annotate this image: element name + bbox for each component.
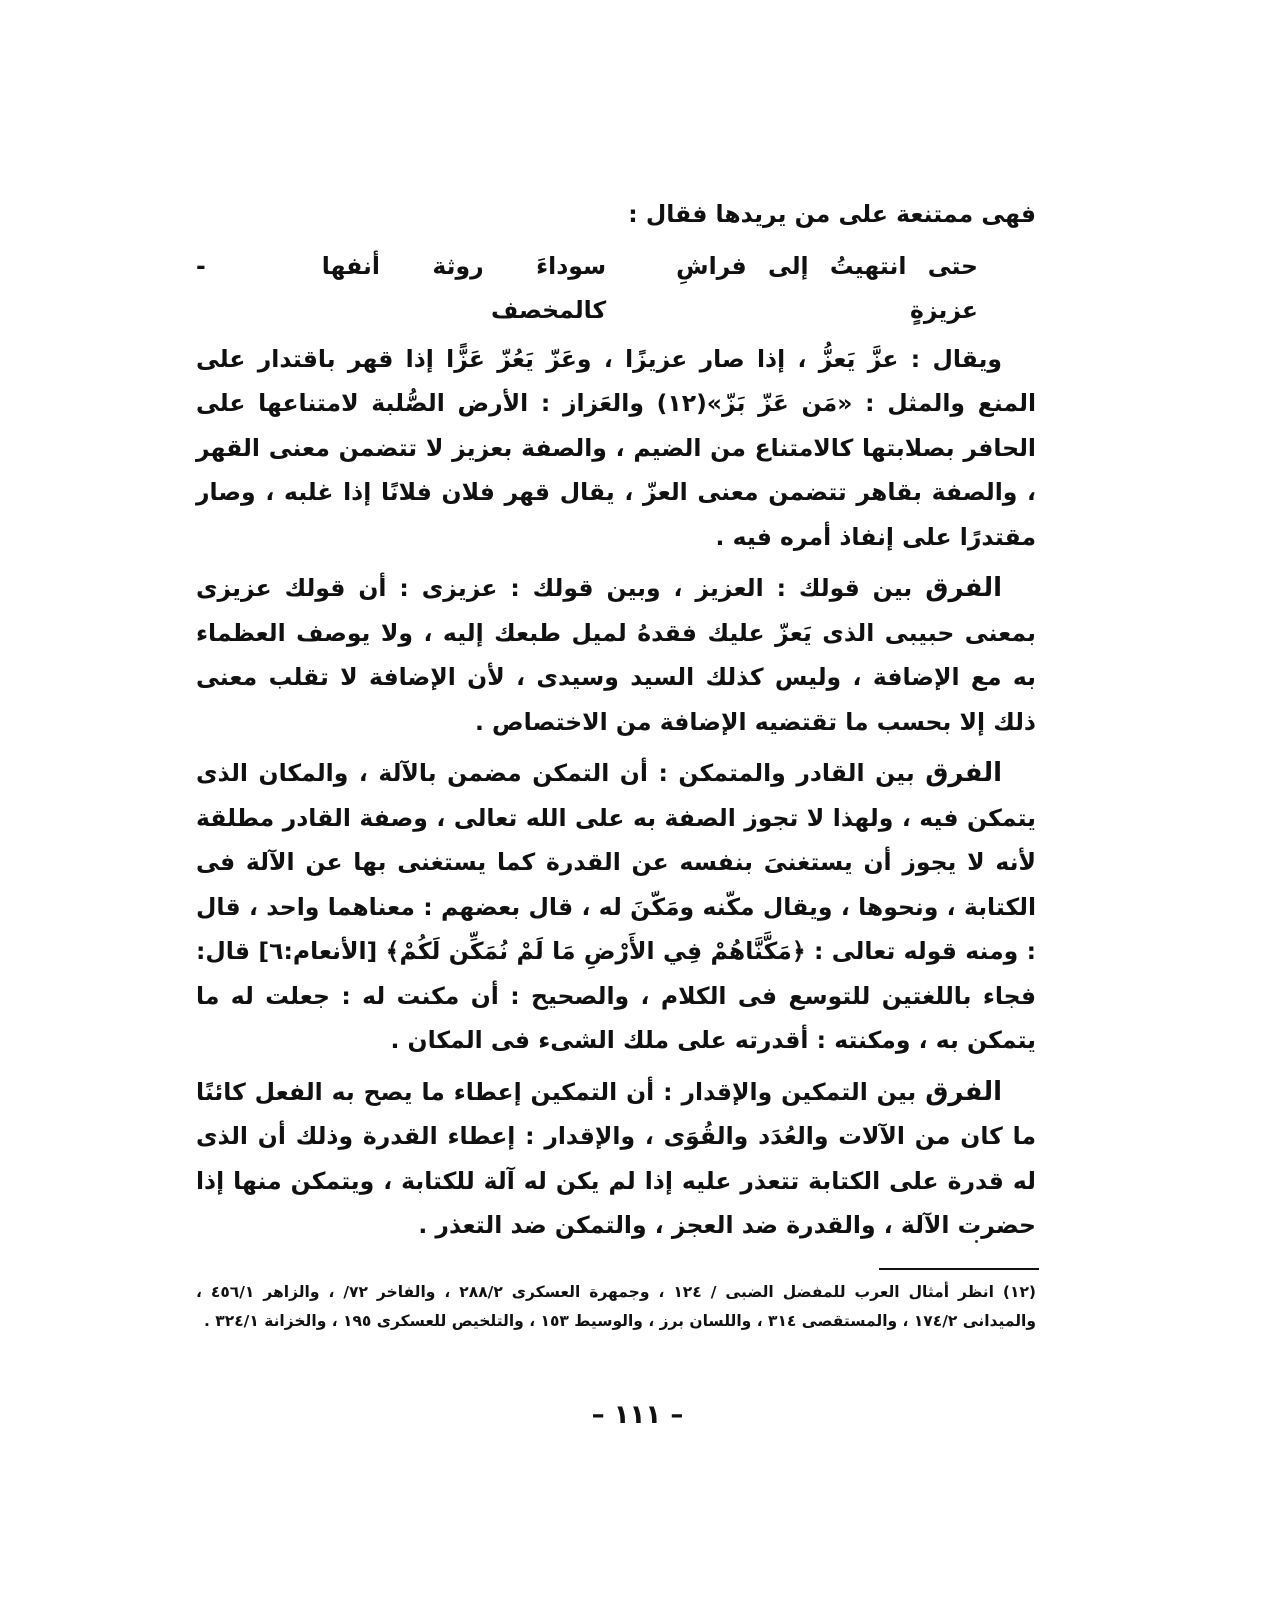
paragraph-keyword: الفرق [925,1076,1002,1107]
paragraph-difference-qadir [196,751,1036,1063]
verse-second-hemistich: سوداءَ روثة أنفها كالمخصف [321,251,607,324]
paragraph-body: بين التمكين والإقدار : أن التمكين إعطاء ما يصح به الفعل كائنًا ما كان من الآلات والعُدَد والقُوَى ، والإقدار : إعطاء القدرة وذلك أن الذى له قدرة على الكتابة تتعذر عليه إذا لم يكن له آلة للكتابة ، ويتمكن منها إذا حضرت الآلة ، والقدرة ضد العجز ، والتمكن ضد التعذر . [196,1077,1036,1239]
paragraph-body: بين القادر والمتمكن : أن التمكن مضمن بالآلة ، والمكان الذى يتمكن فيه ، ولهذا لا تجوز الصفة به على الله تعالى ، وصفة القادر مطلقة لأنه لا يجوز أن يستغنىَ بنفسه عن القدرة كما يستغنى بها عن الآلة فى الكتابة ، ونحوها ، ويقال مكّنه ومَكّنَ له ، قال بعضهم : معناهما واحد ، قال : ومنه قوله تعالى : ﴿مَكَّنَّاهُمْ فِي الأَرْضِ مَا لَمْ نُمَكِّن لَكُمْ﴾ [الأنعام:٦] قال: فجاء باللغتين للتوسع فى الكلام ، والصحيح : أن مكنت له : جعلت له ما يتمكن به ، ومكنته : أقدرته على ملك الشىء فى المكان . [196,759,1037,1054]
paragraph-keyword: الفرق [925,573,1003,603]
verse-first-hemistich: حتى انتهيتُ إلى فراشِ عزيزةٍ [676,251,978,324]
paragraph-difference-tamkin [196,1070,1036,1248]
paragraph-intro: فهى ممتنعة على من يريدها فقال : [628,200,1036,228]
paragraph-keyword: الفرق [925,758,1002,788]
paragraph-difference-aziz [196,566,1036,744]
paragraph-body: بين قولك : العزيز ، وبين قولك : عزيزى : أن قولك عزيزى بمعنى حبيبى الذى يَعزّ عليك فقدهُ لميل طبعك إليه ، ولا يوصف العظماء به مع الإضافة ، وليس كذلك السيد وسيدى ، لأن الإضافة لا تقلب معنى ذلك إلا بحسب ما تقتضيه الإضافة من الاختصاص . [196,574,1036,736]
page-number: – ١١١ – [591,1400,684,1430]
paragraph-izz: ويقال : عزَّ يَعزُّ ، إذا صار عزيزًا ، وعَزّ يَعُزّ عَزًّا إذا قهر باقتدار على المنع والمثل : «مَن عَزّ بَزّ»(١٢) والعَزاز : الأرض الصُّلبة لامتناعها على الحافر بصلابتها كالامتناع من الضيم ، والصفة بعزيز لا تتضمن معنى القهر ، والصفة بقاهر تتضمن معنى العزّ ، يقال قهر فلان فلانًا إذا غلبه ، وصار مقتدرًا على إنفاذ أمره فيه . [196,344,1036,551]
scan-speck [975,1240,978,1243]
verse-dash: - [196,251,206,280]
footnote: (١٢) انظر أمثال العرب للمفضل الضبى / ١٢٤ ، وجمهرة العسكرى ٢٨٨/٢ ، والفاخر ٧٢/ ، والزاهر ٤٥٦/١ ، والميدانى ١٧٤/٢ ، والمستقصى ٣١٤ ، واللسان برز ، والوسيط ١٥٣ ، والتلخيص للعسكرى ١٩٥ ، والخزانة ٣٢٤/١ . [196,1283,1036,1330]
poetry-verse [196,244,1036,333]
footnote-divider [879,1268,1039,1270]
main-text [196,192,1036,1255]
